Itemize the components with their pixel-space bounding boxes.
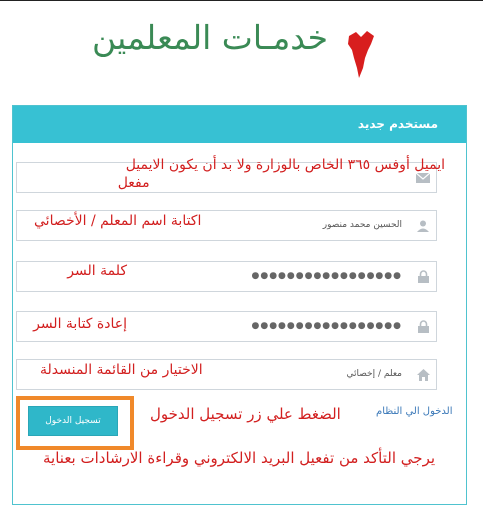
password-value: ●●●●●●●●●●●●●●●●● <box>251 271 402 281</box>
confirm-password-value: ●●●●●●●●●●●●●●●●● <box>251 321 402 331</box>
email-annotation-line2: مفعل <box>117 175 150 191</box>
submit-login-button[interactable]: تسجيل الدخول <box>28 406 118 436</box>
confirm-annotation: إعادة كتابة السر <box>33 316 127 332</box>
lock-icon <box>410 312 436 341</box>
card-header: مستخدم جديد <box>13 106 466 143</box>
email-annotation-line1: ايميل أوفس ٣٦٥ الخاص بالوزارة ولا بد أن يكون الايميل <box>125 157 445 173</box>
map-logo-icon <box>346 28 376 80</box>
home-icon <box>410 360 436 389</box>
user-icon <box>410 211 436 240</box>
lock-icon <box>410 262 436 291</box>
top-border <box>0 0 483 1</box>
page-title: خدمـات المعلمين <box>92 18 328 57</box>
login-annotation: الضغط علي زر تسجيل الدخول <box>150 405 341 423</box>
login-link[interactable]: الدخول الي النظام <box>376 406 453 417</box>
name-value: الحسين محمد منصور <box>322 220 402 230</box>
verify-annotation: يرجي التأكد من تفعيل البريد الالكتروني وقراءة الارشادات بعناية <box>43 449 436 467</box>
password-annotation: كلمة السر <box>67 263 127 279</box>
name-annotation: اكتابة اسم المعلم / الأخصائي <box>34 213 202 229</box>
role-annotation: الاختيار من القائمة المنسدلة <box>40 362 203 378</box>
role-value: معلم / إخصائي <box>346 369 402 379</box>
email-annotation <box>117 156 445 192</box>
